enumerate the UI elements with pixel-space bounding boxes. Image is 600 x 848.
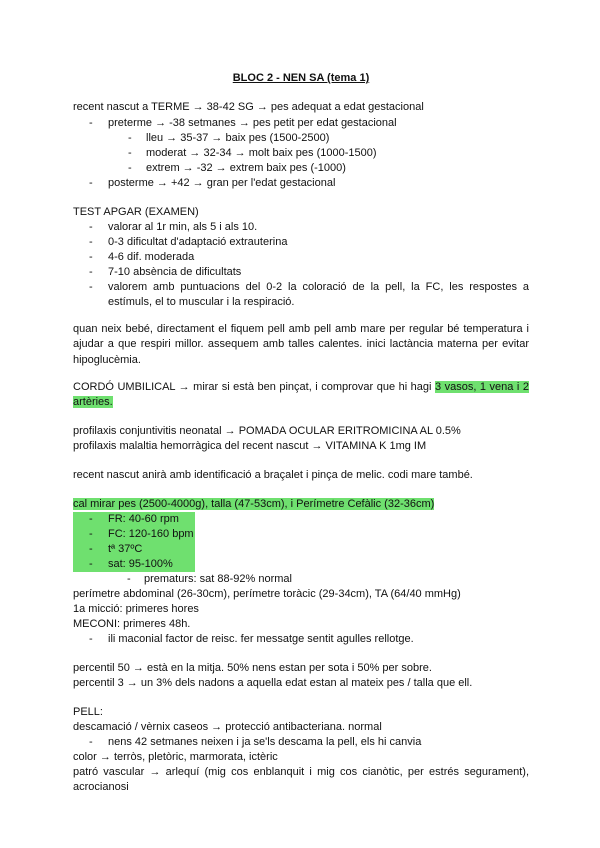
birth-paragraph: quan neix bebé, directament el fiquem pell amb pell amb mare per regular bé temperatura i ajudar a que respiri millor. assequem amb talles calentes. inici lactància materna per evitar hipoglucèmia. [73,323,529,366]
weeks-item: nens 42 setmanes neixen i ja se'ls descama la pell, els hi canvia [108,736,422,748]
miction-line: 1a micció: primeres hores [73,603,199,615]
desquamation-line: descamació / vèrnix caseos → protecció antibacteriana. normal [73,721,382,733]
percentile-line: percentil 3 → un 3% dels nadons a aquella edat estan al mateix pes / talla que ell. [73,677,473,689]
vital-item: FR: 40-60 rpm [108,513,179,525]
bullet-dash: - [89,543,93,555]
bullet-dash: - [89,236,93,248]
bullet-dash: - [89,251,93,263]
bullet-dash: - [89,513,93,525]
bullet-dash: - [128,147,132,159]
bullet-dash: - [89,266,93,278]
bullet-dash: - [89,736,93,748]
measure-highlight: cal mirar pes (2500-4000g), talla (47-53cm), i Perímetre Cefàlic (32-36cm) [73,498,435,510]
prophylaxis-line: profilaxis conjuntivitis neonatal → POMADA OCULAR ERITROMICINA AL 0.5% [73,425,461,437]
meconium-line: MECONI: primeres 48h. [73,618,191,630]
cord-highlight: 3 vasos, 1 vena i 2 artèries. [73,381,529,409]
preterm-item: preterme → -38 setmanes → pes petit per edat gestacional [108,117,397,129]
vital-item: sat: 95-100% [108,558,173,570]
bullet-dash: - [89,117,93,129]
measure-highlight-line [73,497,434,512]
apgar-item: valorar al 1r min, als 5 i als 10. [108,221,258,233]
apgar-heading: TEST APGAR (EXAMEN) [73,206,199,218]
apgar-item: 7-10 absència de dificultats [108,266,242,278]
ileus-item: ili maconial factor de reisc. fer messatge sentit agulles rellotge. [108,633,414,645]
skin-heading: PELL: [73,706,103,718]
bullet-dash: - [89,221,93,233]
prophylaxis-line: profilaxis malaltia hemorràgica del recent nascut → VITAMINA K 1mg IM [73,440,427,452]
bullet-dash: - [128,162,132,174]
bullet-dash: - [127,573,131,585]
apgar-item: valorem amb puntuacions del 0-2 la coloració de la pell, la FC, les respostes a estímuls, el to muscular i la respiració. [108,281,529,309]
bullet-dash: - [89,177,93,189]
percentile-line: percentil 50 → està en la mitja. 50% nens estan per sota i 50% per sobre. [73,662,432,674]
page-title: BLOC 2 - NEN SA (tema 1) [232,72,370,84]
vascular-paragraph: patró vascular → arlequí (mig cos enblanquit i mig cos cianòtic, per estrés segurament), acrocianosi [73,766,529,794]
bullet-dash: - [89,528,93,540]
identification-line: recent nascut anirà amb identificació a braçalet i pinça de melic. codi mare també. [73,469,473,481]
perimeter-line: perímetre abdominal (26-30cm), perímetre toràcic (29-34cm), TA (64/40 mmHg) [73,588,461,600]
term-intro: recent nascut a TERME → 38-42 SG → pes adequat a edat gestacional [73,101,424,113]
preterm-sub-item: lleu → 35-37 → baix pes (1500-2500) [146,132,330,144]
postterm-item: posterme → +42 → gran per l'edat gestacional [108,177,336,189]
color-line: color → terròs, pletòric, marmorata, ictèric [73,751,278,763]
vital-item: tª 37ºC [108,543,143,555]
apgar-item: 4-6 dif. moderada [108,251,195,263]
premature-item: prematurs: sat 88-92% normal [144,573,292,585]
bullet-dash: - [89,633,93,645]
bullet-dash: - [89,558,93,570]
apgar-item: 0-3 dificultat d'adaptació extrauterina [108,236,288,248]
bullet-dash: - [89,281,93,293]
cord-text: CORDÓ UMBILICAL → mirar si està ben pinçat, i comprovar que hi hagi [73,381,435,393]
preterm-sub-item: moderat → 32-34 → molt baix pes (1000-1500) [146,147,377,159]
cord-paragraph [73,380,529,411]
preterm-sub-item: extrem → -32 → extrem baix pes (-1000) [146,162,346,174]
vital-item: FC: 120-160 bpm [108,528,194,540]
bullet-dash: - [128,132,132,144]
